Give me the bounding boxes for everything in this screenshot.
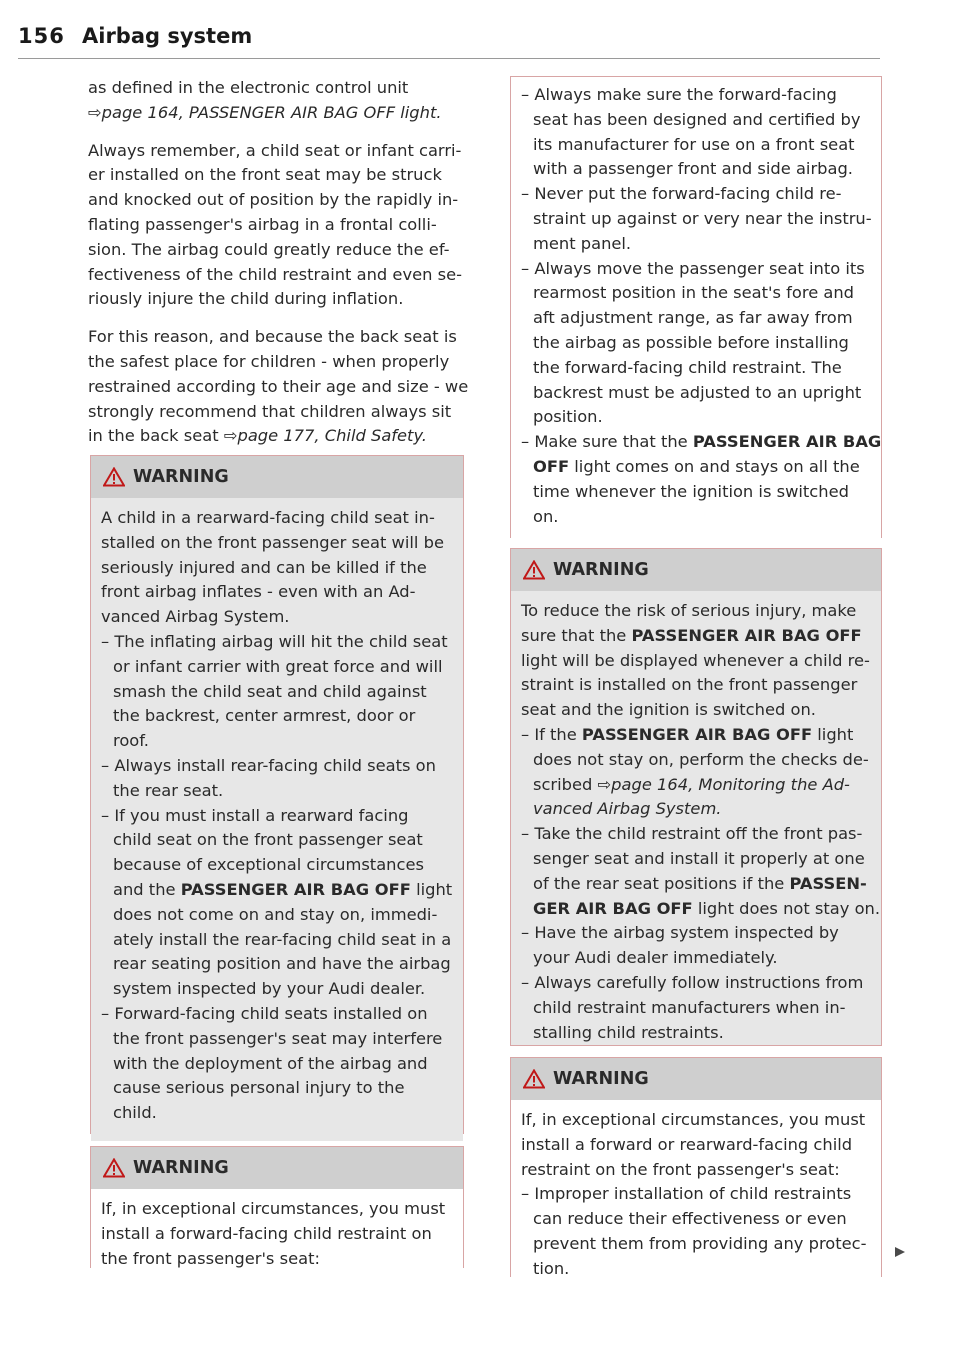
bullet-item: – Make sure that the PASSENGER AIR BAG OFF light comes on and stays on all the time whenever the ignition is switched on.: [521, 432, 882, 526]
warning-box-2: [90, 1146, 464, 1268]
page-link[interactable]: page 164, PASSENGER AIR BAG OFF light.: [101, 102, 442, 122]
continue-arrow-icon: [893, 1245, 907, 1259]
bullet-item: – Never put the forward-facing child re- straint up against or very near the instru- ment panel.: [521, 184, 872, 253]
bullet-item: – The inflating airbag will hit the child seat or infant carrier with great force and will smash the child seat and child against the backrest, center armrest, door or roof.: [101, 631, 448, 751]
warning-heading: WARNING: [511, 1058, 881, 1100]
warning-triangle-icon: [103, 467, 125, 487]
bullet-item: – If you must install a rearward facing child seat on the front passenger seat because of exceptional circumstances and the PASSENGER AIR BAG OFF light does not come on and stay on, immedi- ately install the rear-facing child seat in a rear seating position and have the airbag system inspected by your Audi dealer.: [101, 805, 453, 999]
page-number: 156: [18, 24, 65, 48]
bullet-item: – Always make sure the forward-facing seat has been designed and certified by its manufacturer for use on a front seat with a passenger front and side airbag.: [521, 85, 861, 179]
warning-box-4: [510, 1057, 882, 1277]
warning-body: If, in exceptional circumstances, you must install a forward or rearward-facing child restraint on the front passenger's seat: – Improper installation of child restraints can reduce their effectiveness or even prevent them from providing any protec- tion.: [511, 1100, 881, 1292]
warning-heading: WARNING: [511, 549, 881, 591]
page-link[interactable]: page 164, Monitoring the Ad-: [611, 774, 850, 794]
page-header: [18, 22, 880, 59]
warning-triangle-icon: [103, 1158, 125, 1178]
page-link[interactable]: page 177, Child Safety.: [237, 426, 427, 446]
warning-box-1: [90, 455, 464, 1134]
warning-body: To reduce the risk of serious injury, make sure that the PASSENGER AIR BAG OFF light will be displayed whenever a child re- straint is installed on the front passenger seat and the ignition is switched on. – If the PASSENGER AIR BAG OFF light does not stay on, perform the checks de- scribed ⇨page 164, Monitoring the Ad- vanced Airbag System. – Take the child restraint off the front pas- senger seat and install it properly at one of the rear seat positions if the PASSEN- GER AIR BAG OFF light does not stay on. – Have the airbag system inspected by your Audi dealer immediately. – Always carefully follow instructions from child restraint manufacturers when in- stalling child restraints.: [511, 591, 881, 1045]
ref-arrow: ⇨: [88, 102, 102, 122]
warning-continuation-box: [510, 76, 882, 538]
warning-body: A child in a rearward-facing child seat in- stalled on the front passenger seat will be seriously injured and can be killed if the front airbag inflates - even with an Ad- vanced Airbag System. – The inflating airbag will hit the child seat or infant carrier with great force and will smash the child seat and child against the backrest, center armrest, door or roof. – Always install rear-facing child seats on the rear seat. – If you must install a rearward facing child seat on the front passenger seat because of exceptional circumstances and the PASSENGER AIR BAG OFF light does not come on and stay on, immedi- ately install the rear-facing child seat in a rear seating position and have the airbag system inspected by your Audi dealer. – Forward-facing child seats installed on the front passenger's seat may interfere with the deployment of the airbag and cause serious personal injury to the child.: [91, 498, 463, 1141]
warning-body: [511, 77, 881, 539]
paragraph-2: Always remember, a child seat or infant carri- er installed on the front seat may be struck and knocked out of position by the rapidly in- flating passenger's airbag in a frontal colli- sion. The airbag could greatly reduce the ef- fectiveness of the child restraint and even se- riously injure the child during inflation.: [88, 140, 462, 309]
page-link[interactable]: vanced Airbag System.: [533, 799, 722, 819]
warning-body: If, in exceptional circumstances, you must install a forward-facing child restraint on the front passenger's seat:: [91, 1189, 463, 1281]
ref-arrow: ⇨: [597, 774, 612, 794]
warning-heading: WARNING: [91, 456, 463, 498]
bullet-item: – Always carefully follow instructions from child restraint manufacturers when in- stalling child restraints.: [521, 972, 864, 1042]
bullet-item: – Have the airbag system inspected by your Audi dealer immediately.: [521, 923, 839, 968]
left-column: [88, 76, 468, 449]
paragraph-1: as defined in the electronic control unit ⇨page 164, PASSENGER AIR BAG OFF light.: [88, 78, 442, 122]
paragraph-3: For this reason, and because the back seat is the safest place for children - when properly restrained according to their age and size - we strongly recommend that children always sit in the back seat ⇨page 177, Child Safety.: [88, 327, 469, 446]
ref-arrow: ⇨: [223, 426, 238, 446]
warning-triangle-icon: [523, 560, 545, 580]
bullet-item: – Improper installation of child restraints can reduce their effectiveness or even prevent them from providing any protec- tion.: [521, 1184, 867, 1278]
warning-box-3: [510, 548, 882, 1046]
bullet-item: – Take the child restraint off the front pas- senger seat and install it properly at one of the rear seat positions if the PASSEN- GER AIR BAG OFF light does not stay on.: [521, 824, 881, 918]
warning-triangle-icon: [523, 1069, 545, 1089]
section-title: Airbag system: [82, 24, 253, 48]
bullet-item: – If the PASSENGER AIR BAG OFF light does not stay on, perform the checks de- scribed ⇨page 164, Monitoring the Ad- vanced Airbag System.: [521, 723, 871, 822]
bullet-item: – Forward-facing child seats installed on the front passenger's seat may interfere with the deployment of the airbag and cause serious personal injury to the child.: [101, 1003, 443, 1123]
bullet-item: – Always move the passenger seat into its rearmost position in the seat's fore and aft adjustment range, as far away from the airbag as possible before installing the forward-facing child restraint. The backrest must be adjusted to an upright position.: [521, 258, 865, 427]
bullet-item: – Always install rear-facing child seats on the rear seat.: [101, 755, 436, 800]
warning-heading: WARNING: [91, 1147, 463, 1189]
